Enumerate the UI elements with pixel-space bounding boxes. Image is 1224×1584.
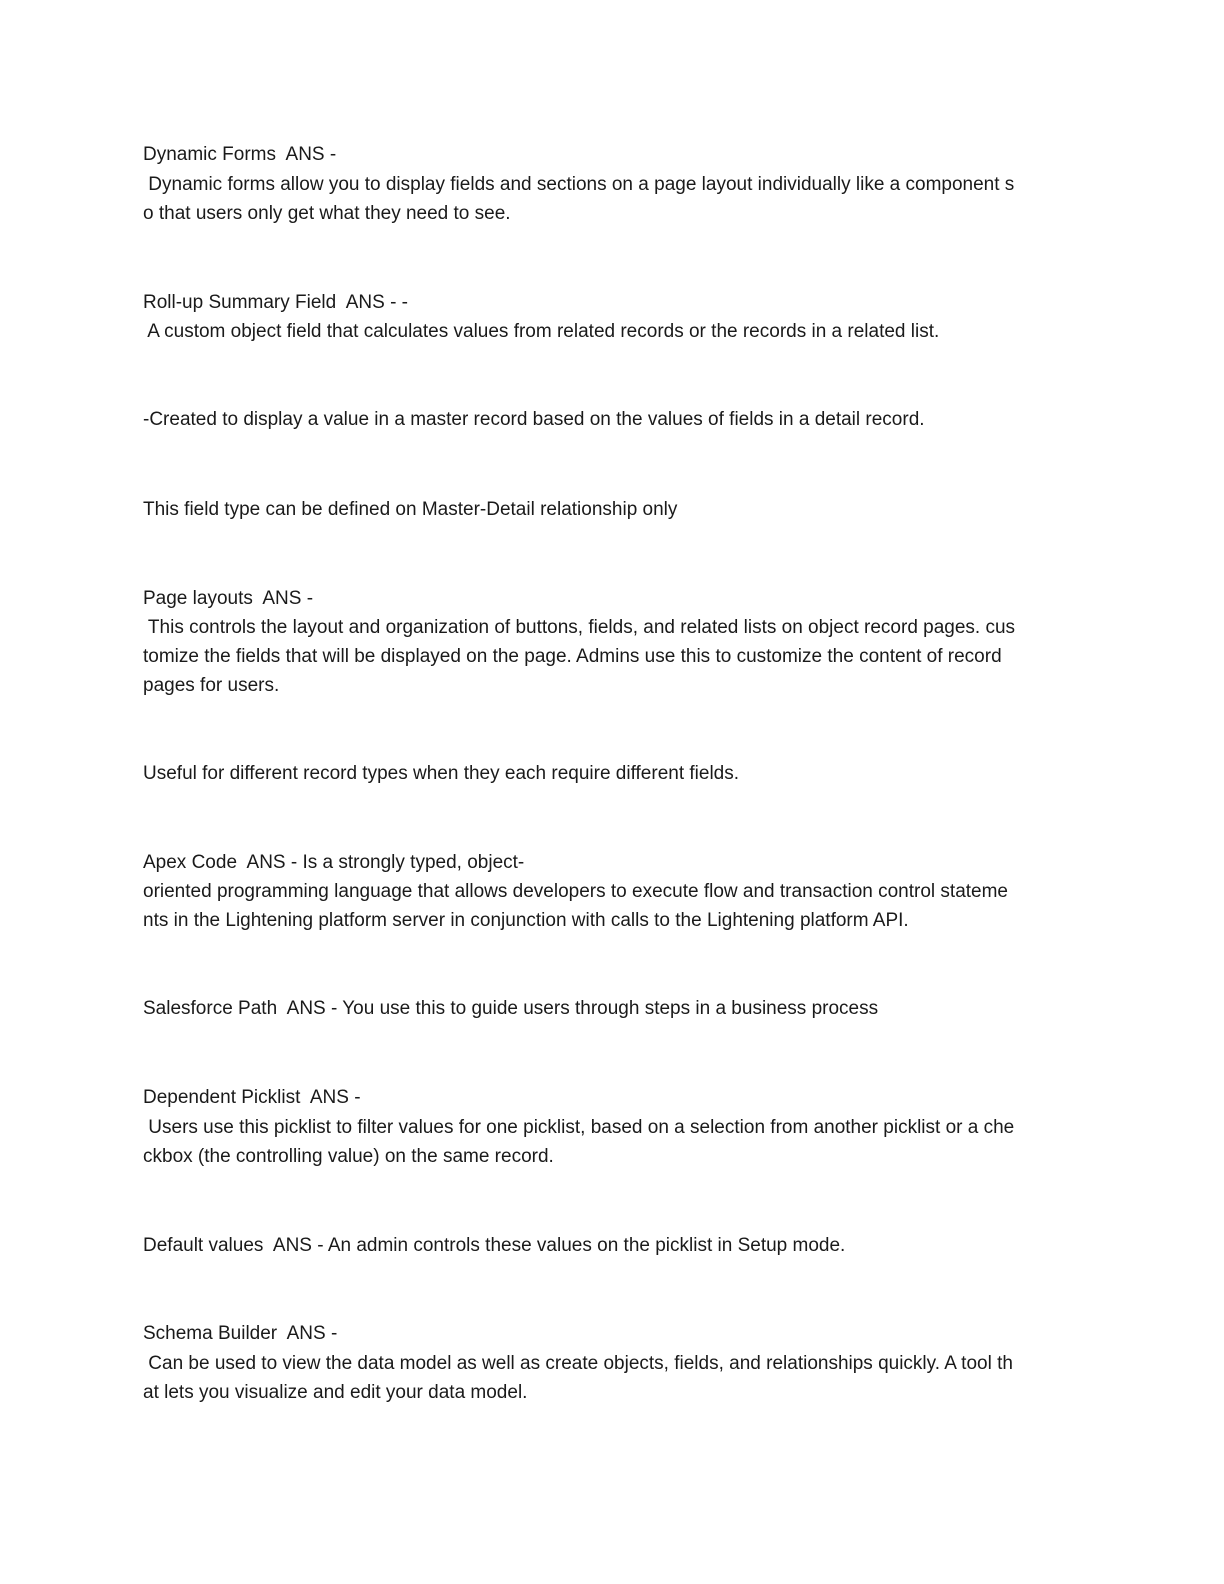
dependent-picklist-answer-line: ckbox (the controlling value) on the same record. (143, 1146, 554, 1167)
page-layouts-answer-line: tomize the fields that will be displayed on the page. Admins use this to customize the content of record (143, 646, 1002, 667)
page-layouts-answer-line: pages for users. (143, 675, 280, 696)
rollup-summary-term: Roll-up Summary Field ANS - - (143, 292, 409, 313)
dependent-picklist-answer-line: Users use this picklist to filter values for one picklist, based on a selection from another picklist or a che (143, 1117, 1015, 1138)
schema-builder-term: Schema Builder ANS - (143, 1323, 338, 1344)
dependent-picklist-term: Dependent Picklist ANS - (143, 1087, 361, 1108)
page-layouts-term: Page layouts ANS - (143, 588, 314, 609)
page-layouts-answer-line: Useful for different record types when they each require different fields. (143, 763, 740, 784)
dynamic-forms-answer-line: o that users only get what they need to see. (143, 203, 511, 224)
schema-builder-answer-line: Can be used to view the data model as well as create objects, fields, and relationships quickly. A tool th (143, 1353, 1013, 1374)
salesforce-path-term: Salesforce Path ANS - You use this to guide users through steps in a business process (143, 998, 879, 1019)
apex-code-term: Apex Code ANS - Is a strongly typed, object- (143, 852, 525, 873)
schema-builder-answer-line: at lets you visualize and edit your data model. (143, 1382, 528, 1403)
rollup-summary-answer-line: This field type can be defined on Master-Detail relationship only (143, 499, 678, 520)
page-layouts-answer-line: This controls the layout and organization of buttons, fields, and related lists on object record pages. cus (143, 617, 1016, 638)
default-values-term: Default values ANS - An admin controls these values on the picklist in Setup mode. (143, 1235, 846, 1256)
rollup-summary-answer-line: A custom object field that calculates values from related records or the records in a related list. (143, 321, 940, 342)
dynamic-forms-term: Dynamic Forms ANS - (143, 144, 337, 165)
dynamic-forms-answer-line: Dynamic forms allow you to display fields and sections on a page layout individually like a component s (143, 174, 1015, 195)
rollup-summary-answer-line: -Created to display a value in a master record based on the values of fields in a detail record. (143, 409, 925, 430)
apex-code-answer-line: oriented programming language that allows developers to execute flow and transaction control stateme (143, 881, 1009, 902)
apex-code-answer-line: nts in the Lightening platform server in conjunction with calls to the Lightening platform API. (143, 910, 909, 931)
